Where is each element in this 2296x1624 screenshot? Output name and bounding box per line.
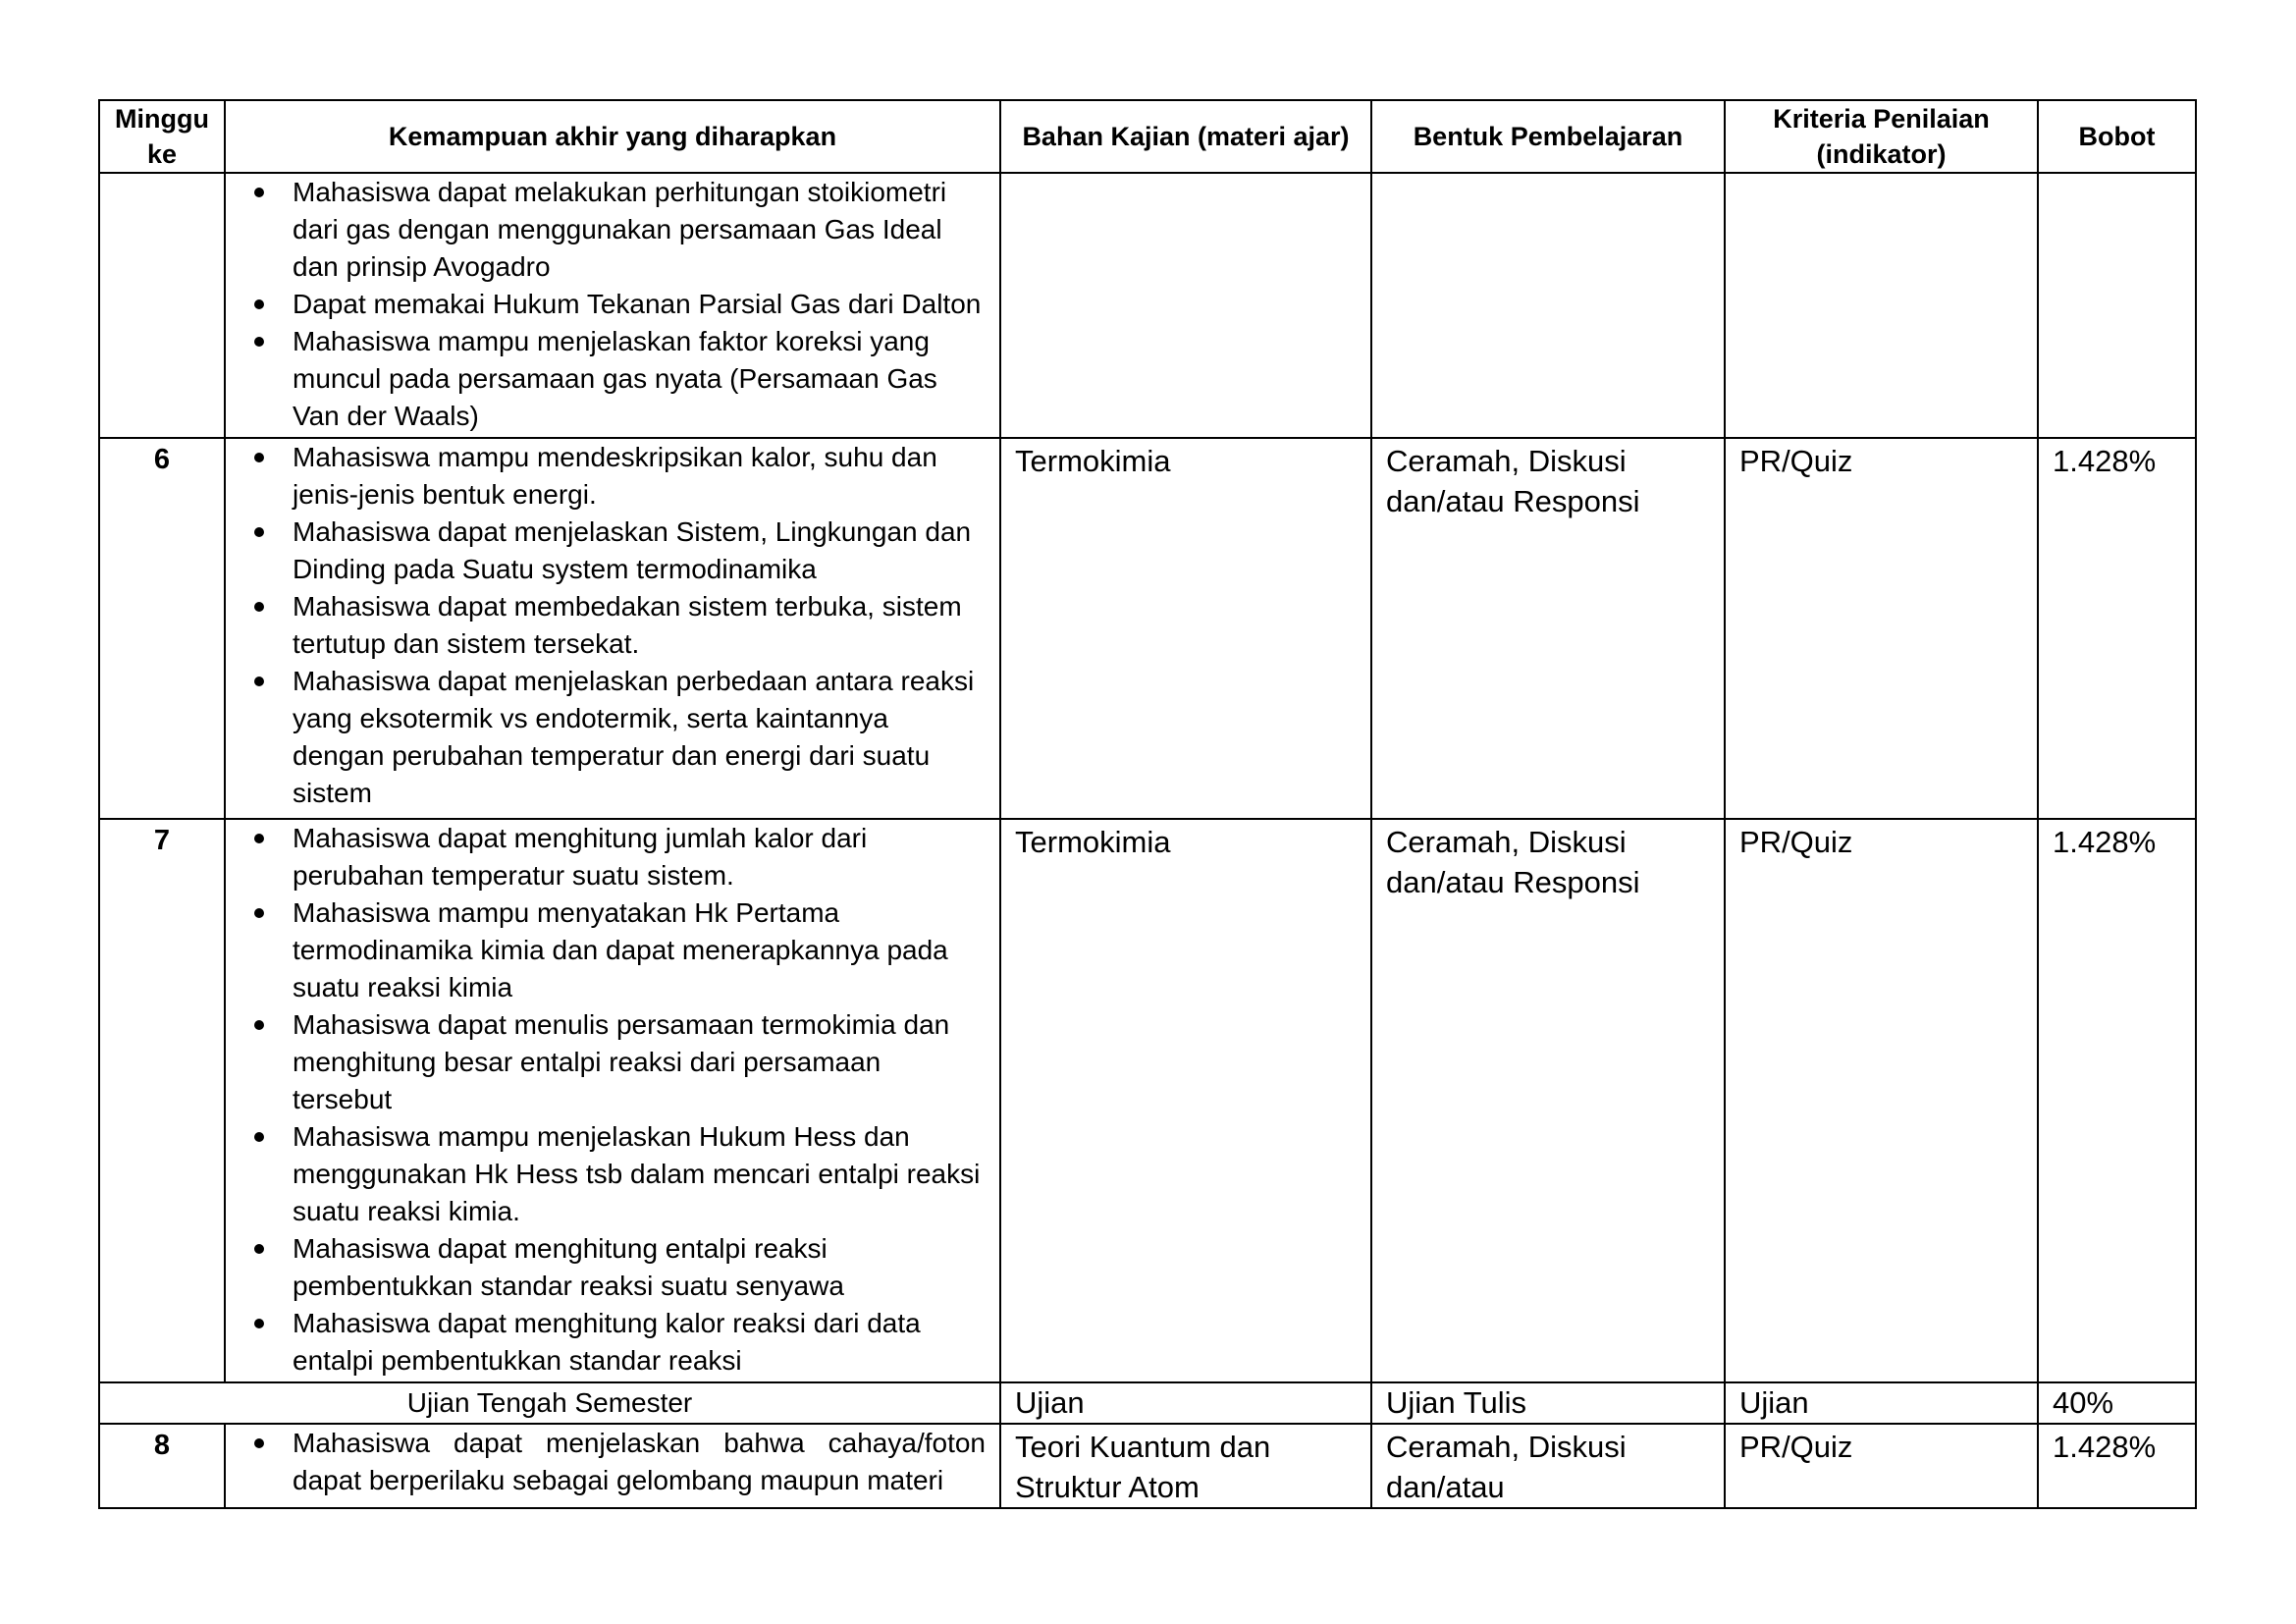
bentuk-cell: Ceramah, Diskusi dan/atau (1371, 1424, 1725, 1508)
bahan-cell (1000, 173, 1371, 438)
header-row (99, 100, 2196, 173)
bobot-cell: 40% (2038, 1382, 2196, 1424)
table-row-week-7 (99, 819, 2196, 1382)
bentuk-cell (1371, 173, 1725, 438)
header-kemampuan: Kemampuan akhir yang diharapkan (225, 100, 1000, 173)
bentuk-cell: Ujian Tulis (1371, 1382, 1725, 1424)
bobot-cell: 1.428% (2038, 438, 2196, 819)
goals-list (245, 820, 986, 1380)
goal-item: Mahasiswa dapat menjelaskan perbedaan antara reaksi yang eksotermik vs endotermik, serta kaintannya dengan perubahan temperatur dan energi dari suatu sistem (245, 663, 986, 812)
bobot-cell: 1.428% (2038, 1424, 2196, 1508)
week-cell (99, 173, 225, 438)
header-bobot: Bobot (2038, 100, 2196, 173)
table-row-week-6 (99, 438, 2196, 819)
rps-table (98, 99, 2197, 1509)
goal-item: Mahasiswa mampu menjelaskan Hukum Hess dan menggunakan Hk Hess tsb dalam mencari entalpi reaksi suatu reaksi kimia. (245, 1118, 986, 1230)
goal-item: Mahasiswa dapat menulis persamaan termokimia dan menghitung besar entalpi reaksi dari persamaan tersebut (245, 1006, 986, 1118)
bobot-cell: 1.428% (2038, 819, 2196, 1382)
kriteria-cell: PR/Quiz (1725, 438, 2038, 819)
goals-cell (225, 173, 1000, 438)
goal-item: Mahasiswa dapat membedakan sistem terbuka, sistem tertutup dan sistem tersekat. (245, 588, 986, 663)
goal-item: Mahasiswa mampu menyatakan Hk Pertama termodinamika kimia dan dapat menerapkannya pada suatu reaksi kimia (245, 894, 986, 1006)
bahan-cell: Ujian (1000, 1382, 1371, 1424)
uts-label: Ujian Tengah Semester (99, 1382, 1000, 1424)
goal-item: Mahasiswa dapat menghitung entalpi reaksi pembentukkan standar reaksi suatu senyawa (245, 1230, 986, 1305)
table-row-week-8 (99, 1424, 2196, 1508)
kriteria-cell: Ujian (1725, 1382, 2038, 1424)
goal-item: Mahasiswa mampu mendeskripsikan kalor, suhu dan jenis-jenis bentuk energi. (245, 439, 986, 514)
kriteria-cell: PR/Quiz (1725, 819, 2038, 1382)
header-kriteria: Kriteria Penilaian (indikator) (1725, 100, 2038, 173)
header-bentuk: Bentuk Pembelajaran (1371, 100, 1725, 173)
goal-item: Mahasiswa dapat menjelaskan bahwa cahaya/foton dapat berperilaku sebagai gelombang maupun materi (245, 1425, 986, 1499)
goal-item: Mahasiswa dapat melakukan perhitungan stoikiometri dari gas dengan menggunakan persamaan Gas Ideal dan prinsip Avogadro (245, 174, 986, 286)
goal-item: Mahasiswa mampu menjelaskan faktor koreksi yang muncul pada persamaan gas nyata (Persamaan Gas Van der Waals) (245, 323, 986, 435)
goals-cell (225, 438, 1000, 819)
goals-cell (225, 1424, 1000, 1508)
goal-item: Mahasiswa dapat menghitung kalor reaksi dari data entalpi pembentukkan standar reaksi (245, 1305, 986, 1380)
goals-list (245, 1425, 986, 1499)
table-row-uts (99, 1382, 2196, 1424)
bentuk-cell: Ceramah, Diskusi dan/atau Responsi (1371, 819, 1725, 1382)
goals-cell (225, 819, 1000, 1382)
bentuk-cell: Ceramah, Diskusi dan/atau Responsi (1371, 438, 1725, 819)
header-bahan: Bahan Kajian (materi ajar) (1000, 100, 1371, 173)
header-minggu: Minggu ke (99, 100, 225, 173)
week-cell: 7 (99, 819, 225, 1382)
week-cell: 6 (99, 438, 225, 819)
table-row-continued (99, 173, 2196, 438)
bahan-cell: Teori Kuantum dan Struktur Atom (1000, 1424, 1371, 1508)
goals-list (245, 174, 986, 435)
week-cell: 8 (99, 1424, 225, 1508)
goal-item: Mahasiswa dapat menghitung jumlah kalor dari perubahan temperatur suatu sistem. (245, 820, 986, 894)
goal-item: Mahasiswa dapat menjelaskan Sistem, Lingkungan dan Dinding pada Suatu system termodinamika (245, 514, 986, 588)
kriteria-cell: PR/Quiz (1725, 1424, 2038, 1508)
bahan-cell: Termokimia (1000, 819, 1371, 1382)
goal-item: Dapat memakai Hukum Tekanan Parsial Gas dari Dalton (245, 286, 986, 323)
kriteria-cell (1725, 173, 2038, 438)
bahan-cell: Termokimia (1000, 438, 1371, 819)
bobot-cell (2038, 173, 2196, 438)
goals-list (245, 439, 986, 812)
